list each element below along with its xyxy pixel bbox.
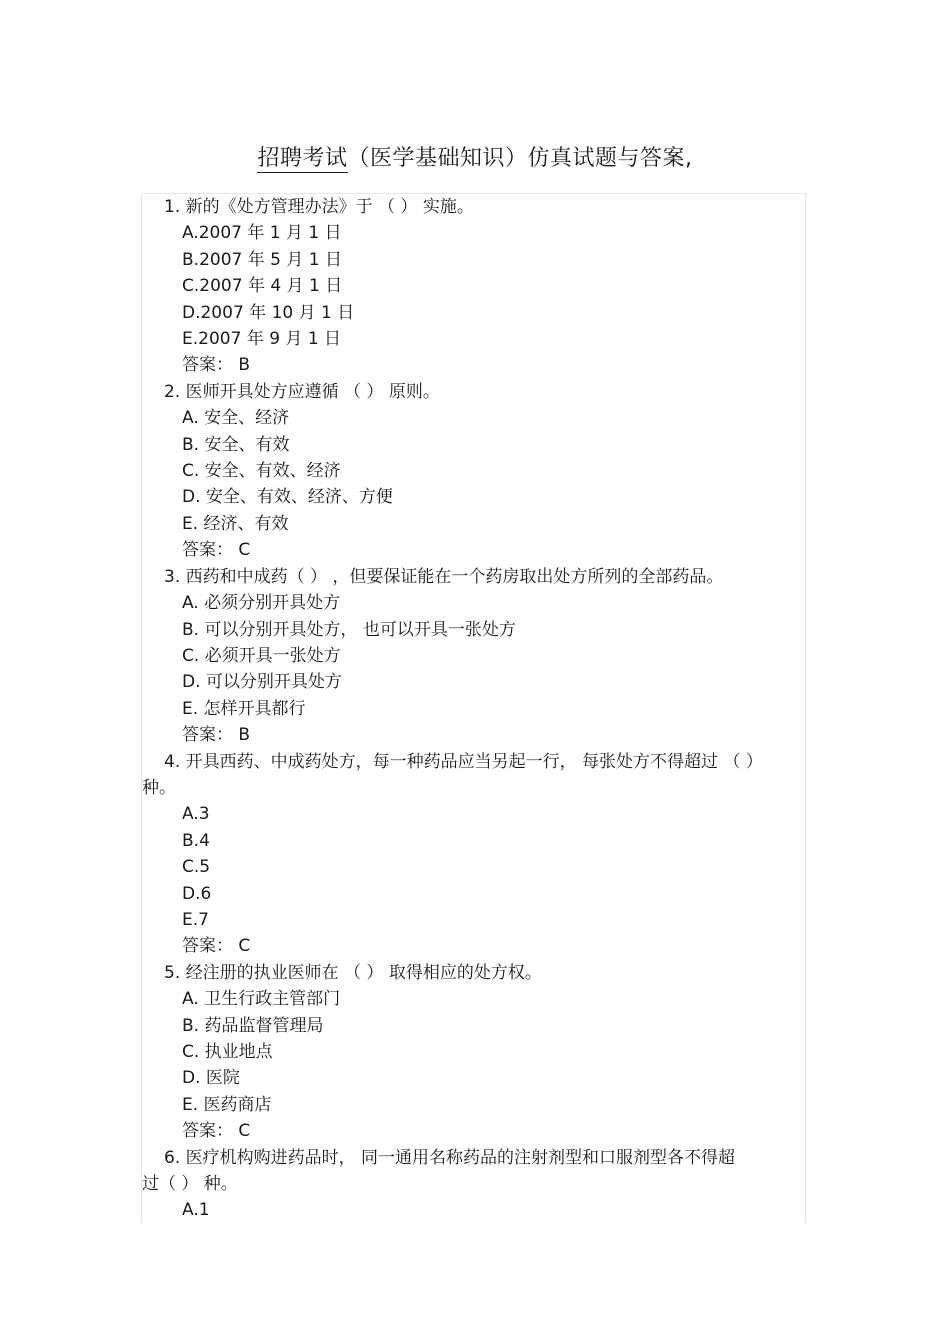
document-title-part2: （医学基础知识）仿真试题与答案,: [347, 146, 693, 171]
answer-option: A. 卫生行政主管部门: [182, 989, 341, 1010]
question-stem: 3. 西药和中成药（ ） ，但要保证能在一个药房取出处方所列的全部药品。: [164, 566, 724, 587]
answer-option: C. 安全、有效、经济: [182, 461, 341, 482]
answer-option: B. 可以分别开具处方， 也可以开具一张处方: [182, 619, 516, 640]
answer-option: D. 医院: [182, 1068, 240, 1089]
question-stem: 1. 新的《处方管理办法》于 （ ） 实施。: [164, 197, 474, 217]
answer-option: D. 安全、有效、经济、方便: [182, 487, 393, 508]
answer-option: C. 执业地点: [182, 1042, 273, 1062]
answer-option: A.2007 年 1 月 1 日: [182, 223, 342, 244]
answer-option: C.5: [182, 857, 211, 878]
question-stem: 6. 医疗机构购进药品时， 同一通用名称药品的注射剂型和口服剂型各不得超: [164, 1147, 736, 1168]
answer-option: C. 必须开具一张处方: [182, 645, 341, 666]
question-stem: 2. 医师开具处方应遵循 （ ） 原则。: [164, 381, 440, 402]
answer-option: A. 必须分别开具处方: [182, 593, 341, 614]
question-list: [142, 194, 806, 1223]
answer-key: 答案： C: [182, 936, 251, 957]
answer-option: E.2007 年 9 月 1 日: [182, 329, 342, 350]
question-stem-continued: 种。: [142, 777, 176, 798]
answer-option: B. 药品监督管理局: [182, 1015, 324, 1036]
answer-option: B.2007 年 5 月 1 日: [182, 249, 342, 270]
answer-option: B. 安全、有效: [182, 434, 290, 455]
answer-key: 答案： B: [182, 355, 251, 376]
question-stem-continued: 过（ ） 种。: [142, 1174, 238, 1195]
document-title: [0, 142, 950, 176]
answer-option: D. 可以分别开具处方: [182, 672, 342, 693]
answer-option: A.1: [182, 1200, 210, 1221]
answer-option: C.2007 年 4 月 1 日: [182, 276, 343, 297]
question-stem: 4. 开具西药、中成药处方，每一种药品应当另起一行， 每张处方不得超过 （ ）: [164, 751, 763, 772]
answer-option: E. 经济、有效: [182, 513, 289, 534]
document-title-part1: 招聘考试: [257, 146, 348, 171]
document-body-frame: [141, 193, 806, 1223]
answer-option: D.6: [182, 883, 212, 904]
answer-option: E.7: [182, 909, 209, 930]
answer-option: B.4: [182, 830, 210, 851]
answer-key: 答案： B: [182, 725, 251, 746]
answer-option: A.3: [182, 804, 210, 825]
answer-option: D.2007 年 10 月 1 日: [182, 302, 355, 323]
answer-key: 答案： C: [182, 1121, 251, 1142]
answer-key: 答案： C: [182, 540, 251, 561]
answer-option: E. 怎样开具都行: [182, 698, 306, 719]
answer-option: A. 安全、经济: [182, 408, 290, 429]
question-stem: 5. 经注册的执业医师在 （ ） 取得相应的处方权。: [164, 962, 542, 983]
answer-option: E. 医药商店: [182, 1094, 272, 1115]
